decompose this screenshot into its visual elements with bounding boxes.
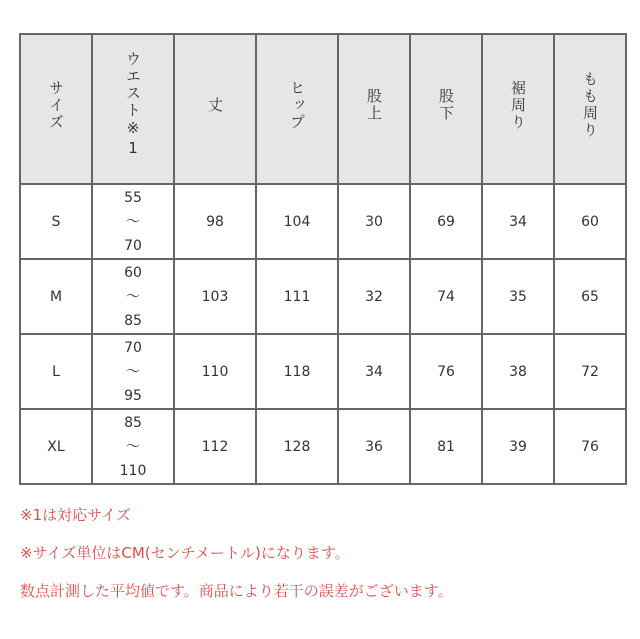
size-chart-table — [19, 33, 627, 485]
cell-waist: 85 〜 110 — [92, 409, 174, 484]
cell-length: 110 — [174, 334, 256, 409]
table-row — [20, 334, 626, 409]
table-row — [20, 259, 626, 334]
cell-inseam: 69 — [410, 184, 482, 259]
cell-rise: 34 — [338, 334, 410, 409]
note-unit: ※サイズ単位はCM(センチメートル)になります。 — [20, 544, 350, 562]
cell-hem: 39 — [482, 409, 554, 484]
cell-rise: 32 — [338, 259, 410, 334]
cell-length: 103 — [174, 259, 256, 334]
cell-hem: 38 — [482, 334, 554, 409]
header-cell-length: 丈 — [174, 34, 256, 184]
notes-section — [20, 502, 453, 616]
cell-rise: 30 — [338, 184, 410, 259]
cell-inseam: 81 — [410, 409, 482, 484]
cell-length: 98 — [174, 184, 256, 259]
note-waist-footnote: ※1は対応サイズ — [20, 506, 131, 524]
header-cell-hem: 裾周り — [482, 34, 554, 184]
cell-size: S — [20, 184, 92, 259]
cell-thigh: 65 — [554, 259, 626, 334]
header-cell-rise: 股上 — [338, 34, 410, 184]
cell-size: M — [20, 259, 92, 334]
cell-waist: 55 〜 70 — [92, 184, 174, 259]
header-cell-hip: ヒップ — [256, 34, 338, 184]
cell-inseam: 76 — [410, 334, 482, 409]
cell-size: L — [20, 334, 92, 409]
cell-thigh: 72 — [554, 334, 626, 409]
cell-rise: 36 — [338, 409, 410, 484]
cell-hip: 104 — [256, 184, 338, 259]
cell-length: 112 — [174, 409, 256, 484]
header-cell-thigh: もも周り — [554, 34, 626, 184]
cell-thigh: 60 — [554, 184, 626, 259]
cell-hem: 34 — [482, 184, 554, 259]
cell-hip: 118 — [256, 334, 338, 409]
header-cell-waist: ウエスト※1 — [92, 34, 174, 184]
note-measurement-disclaimer: 数点計測した平均値です。商品により若干の誤差がございます。 — [20, 582, 453, 600]
cell-waist: 70 〜 95 — [92, 334, 174, 409]
cell-hem: 35 — [482, 259, 554, 334]
cell-hip: 128 — [256, 409, 338, 484]
cell-hip: 111 — [256, 259, 338, 334]
table-row — [20, 184, 626, 259]
cell-thigh: 76 — [554, 409, 626, 484]
header-cell-size: サイズ — [20, 34, 92, 184]
cell-inseam: 74 — [410, 259, 482, 334]
header-row — [20, 34, 626, 184]
table-row — [20, 409, 626, 484]
header-cell-inseam: 股下 — [410, 34, 482, 184]
cell-waist: 60 〜 85 — [92, 259, 174, 334]
cell-size: XL — [20, 409, 92, 484]
